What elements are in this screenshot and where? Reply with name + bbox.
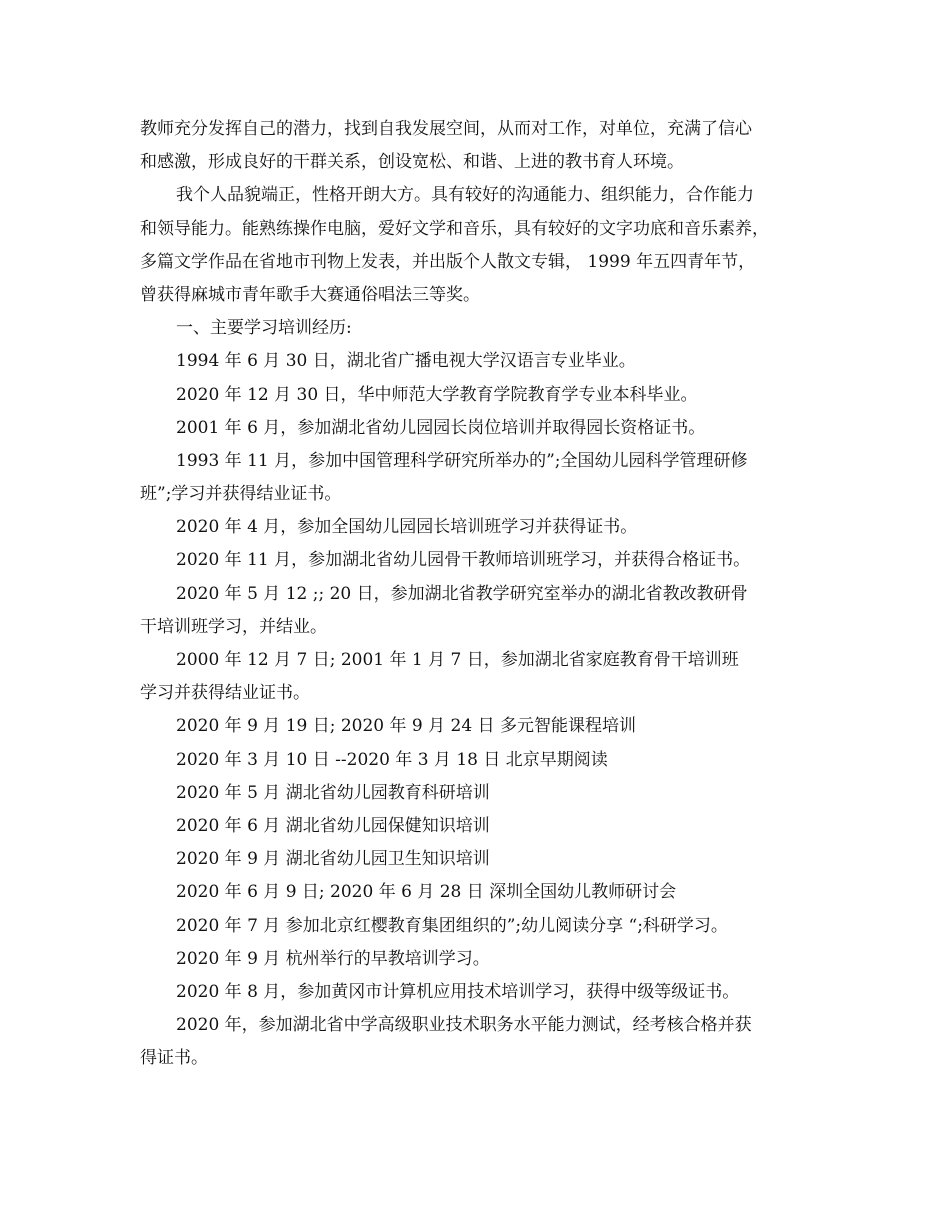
text-line: 2020 年 4 月，参加全国幼儿园园长培训班学习并获得证书。: [176, 517, 638, 538]
text-line: 2020 年 5 月 湖北省幼儿园教育科研培训: [176, 782, 490, 803]
text-line: 2020 年 5 月 12 ;; 20 日，参加湖北省教学研究室举办的湖北省教改教研骨: [176, 583, 748, 604]
text-line: 班”;学习并获得结业证书。: [140, 484, 342, 505]
text-line: 2020 年 9 月 湖北省幼儿园卫生知识培训: [176, 849, 490, 870]
text-line: 1993 年 11 月，参加中国管理科学研究所举办的”;全国幼儿园科学管理研修: [176, 450, 748, 471]
text-line: 和感激，形成良好的干群关系，创设宽松、和谐、上进的教书育人环境。: [140, 152, 684, 173]
text-line: 2020 年 9 月 杭州举行的早教培训学习。: [176, 948, 490, 969]
text-line: 1994 年 6 月 30 日，湖北省广播电视大学汉语言专业毕业。: [176, 351, 636, 372]
text-line: 2020 年 3 月 10 日 --2020 年 3 月 18 日 北京早期阅读: [176, 749, 608, 770]
text-line: 2020 年 11 月，参加湖北省幼儿园骨干教师培训班学习，并获得合格证书。: [176, 550, 751, 571]
text-line: 教师充分发挥自己的潜力，找到自我发展空间，从而对工作，对单位，充满了信心: [140, 119, 752, 139]
text-line: 曾获得麻城市青年歌手大赛通俗唱法三等奖。: [140, 284, 480, 305]
text-line: 2020 年 12 月 30 日，华中师范大学教育学院教育学专业本科毕业。: [176, 384, 698, 405]
text-line: 2020 年 9 月 19 日; 2020 年 9 月 24 日 多元智能课程培训: [176, 716, 636, 737]
text-line: 多篇文学作品在省地市刊物上发表，并出版个人散文专辑， 1999 年五四青年节，: [140, 251, 756, 272]
text-line: 2020 年 7 月 参加北京红樱教育集团组织的”;幼儿阅读分享 “;科研学习。: [176, 915, 728, 936]
text-line: 一、主要学习培训经历:: [176, 318, 352, 339]
text-line: 2020 年 8 月，参加黄冈市计算机应用技术培训学习，获得中级等级证书。: [176, 981, 740, 1002]
text-line: 和领导能力。能熟练操作电脑，爱好文学和音乐，具有较好的文字功底和音乐素养，: [140, 218, 769, 239]
text-line: 学习并获得结业证书。: [140, 683, 310, 704]
document-body: [140, 113, 820, 1075]
text-line: 我个人品貌端正，性格开朗大方。具有较好的沟通能力、组织能力，合作能力: [176, 185, 754, 206]
text-line: 得证书。: [140, 1048, 208, 1069]
text-line: 2020 年，参加湖北省中学高级职业技术职务水平能力测试，经考核合格并获: [176, 1015, 752, 1036]
text-line: 2020 年 6 月 9 日; 2020 年 6 月 28 日 深圳全国幼儿教师研讨会: [176, 882, 677, 903]
text-line: 2000 年 12 月 7 日; 2001 年 1 月 7 日，参加湖北省家庭教育骨干培训班: [176, 650, 739, 670]
text-line: 2001 年 6 月，参加湖北省幼儿园园长岗位培训并取得园长资格证书。: [176, 417, 706, 438]
text-line: 干培训班学习，并结业。: [140, 616, 327, 637]
text-line: 2020 年 6 月 湖北省幼儿园保健知识培训: [176, 815, 490, 836]
